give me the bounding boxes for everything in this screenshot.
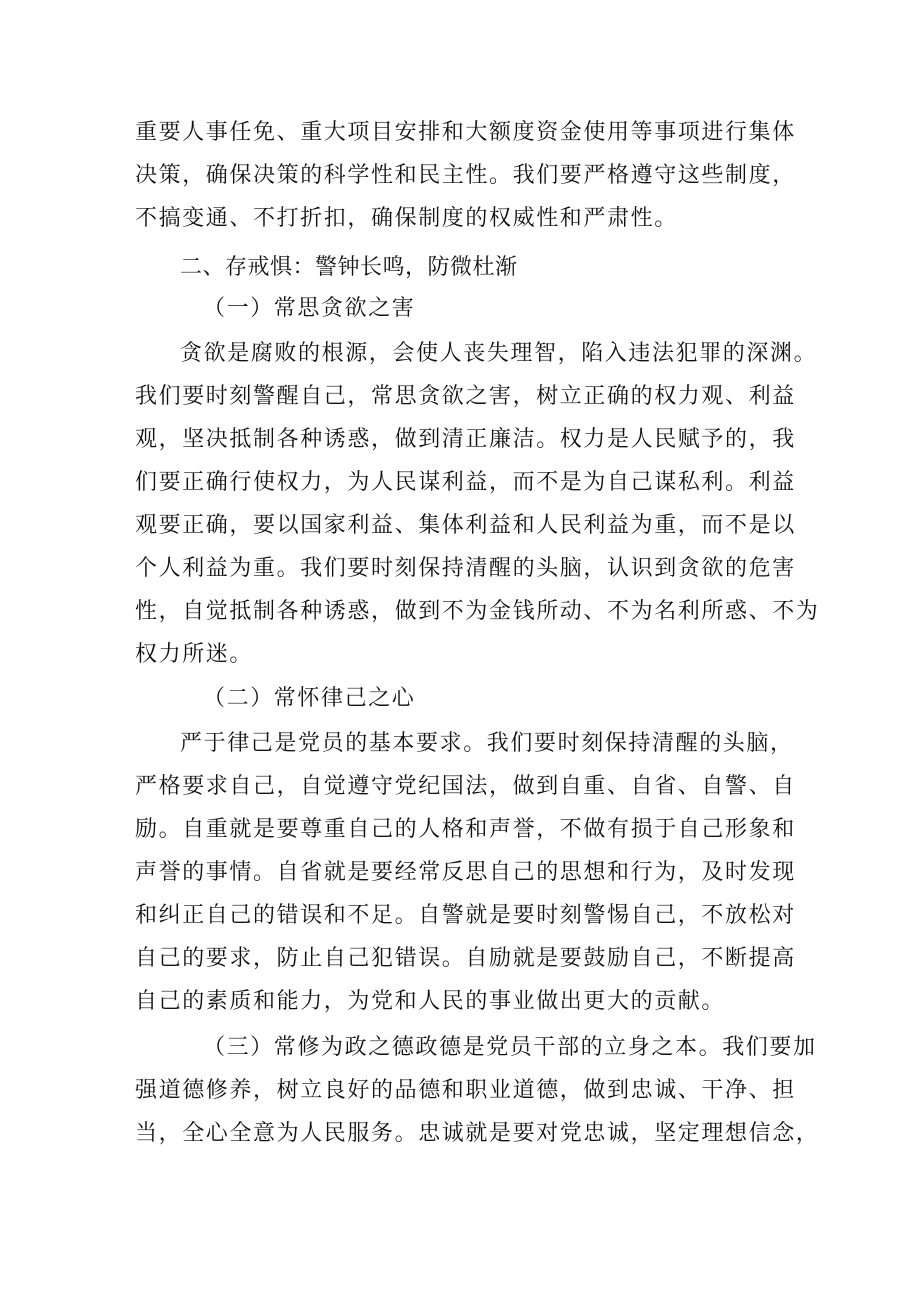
paragraph-line: 个人利益为重。我们要时刻保持清醒的头脑，认识到贪欲的危害 bbox=[135, 556, 796, 581]
paragraph-line: 权力所迷。 bbox=[135, 642, 254, 667]
paragraph-line: 严于律己是党员的基本要求。我们要时刻保持清醒的头脑， bbox=[180, 731, 794, 756]
paragraph-line: 声誉的事情。自省就是要经常反思自己的思想和行为，及时发现 bbox=[135, 860, 796, 885]
paragraph-line: 励。自重就是要尊重自己的人格和声誉，不做有损于自己形象和 bbox=[135, 817, 796, 842]
subsection-heading: （二）常怀律己之心 bbox=[203, 686, 416, 711]
section-heading: 二、存戒惧：警钟长鸣，防微杜渐 bbox=[180, 255, 518, 280]
paragraph-line: 当，全心全意为人民服务。忠诚就是要对党忠诚，坚定理想信念， bbox=[135, 1121, 820, 1146]
paragraph-line: 观，坚决抵制各种诱惑，做到清正廉洁。权力是人民赋予的，我 bbox=[135, 427, 796, 452]
paragraph-line: 性，自觉抵制各种诱惑，做到不为金钱所动、不为名利所惑、不为 bbox=[135, 599, 820, 624]
paragraph-line: 观要正确，要以国家利益、集体利益和人民利益为重，而不是以 bbox=[135, 513, 796, 538]
paragraph-line: 贪欲是腐败的根源，会使人丧失理智，陷入违法犯罪的深渊。 bbox=[180, 341, 818, 366]
paragraph-line: 们要正确行使权力，为人民谋利益，而不是为自己谋私利。利益 bbox=[135, 470, 796, 495]
paragraph-line: 严格要求自己，自觉遵守党纪国法，做到自重、自省、自警、自 bbox=[135, 774, 796, 799]
paragraph-line: 不搞变通、不打折扣，确保制度的权威性和严肃性。 bbox=[135, 206, 678, 231]
paragraph-line: 强道德修养，树立良好的品德和职业道德，做到忠诚、干净、担 bbox=[135, 1078, 796, 1103]
paragraph-line: 自己的素质和能力，为党和人民的事业做出更大的贡献。 bbox=[135, 989, 726, 1014]
subsection-heading: （一）常思贪欲之害 bbox=[203, 296, 416, 321]
paragraph-line: 我们要时刻警醒自己，常思贪欲之害，树立正确的权力观、利益 bbox=[135, 384, 796, 409]
paragraph-line: 和纠正自己的错误和不足。自警就是要时刻警惕自己，不放松对 bbox=[135, 903, 796, 928]
subsection-paragraph-line: （三）常修为政之德政德是党员干部的立身之本。我们要加 bbox=[203, 1035, 817, 1060]
paragraph-line: 自己的要求，防止自己犯错误。自励就是要鼓励自己，不断提高 bbox=[135, 946, 796, 971]
paragraph-line: 重要人事任免、重大项目安排和大额度资金使用等事项进行集体 bbox=[135, 120, 796, 145]
paragraph-line: 决策，确保决策的科学性和民主性。我们要严格遵守这些制度， bbox=[135, 163, 796, 188]
